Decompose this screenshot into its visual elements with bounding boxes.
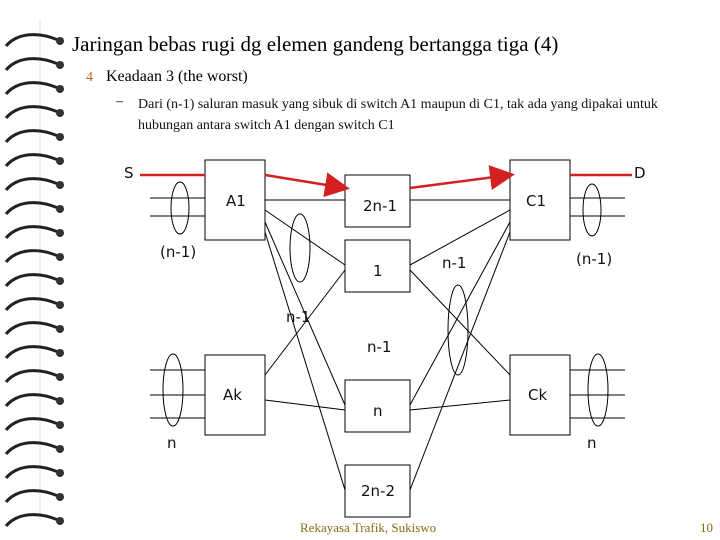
- subbullet-text: Dari (n-1) saluran masuk yang sibuk di switch A1 maupun di C1, tak ada yang dipakai untuk hubungan antara switch A1 dengan switch C1: [138, 97, 658, 133]
- n-1-center-label: n-1: [367, 338, 392, 356]
- c1-busy-group: [583, 184, 601, 236]
- subbullet-dash: –: [116, 94, 123, 109]
- bullet-icon: 4: [86, 70, 93, 85]
- red-path-c1: [410, 175, 510, 188]
- mid-1-label: 1: [373, 262, 383, 280]
- slide-title: Jaringan bebas rugi dg elemen gandeng bertangga tiga (4): [72, 32, 559, 56]
- red-path-a1: [265, 175, 345, 188]
- ck-n-label: n: [587, 434, 597, 452]
- ak-n-label: n: [167, 434, 177, 452]
- bullet-text: Keadaan 3 (the worst): [106, 68, 248, 85]
- switch-a1-label: A1: [226, 192, 246, 210]
- a1-busy-group: [171, 182, 189, 234]
- switch-ck-label: Ck: [528, 386, 548, 404]
- mid-bottom-label: 2n-2: [361, 482, 396, 500]
- dest-label: D: [634, 164, 646, 182]
- ck-outlet-group: [588, 354, 608, 426]
- ak-inlet-group: [163, 354, 183, 426]
- page-number: 10: [700, 520, 713, 535]
- mid-n-label: n: [373, 402, 383, 420]
- switch-ak-label: Ak: [223, 386, 242, 404]
- source-label: S: [124, 164, 134, 182]
- mid-top-label: 2n-1: [363, 197, 398, 215]
- a1-busy-label: (n-1): [160, 243, 197, 261]
- n-1-right-label: n-1: [442, 254, 467, 272]
- footer-text: Rekayasa Trafik, Sukiswo: [300, 520, 437, 535]
- c1-busy-label: (n-1): [576, 250, 613, 268]
- n-1-left-label: n-1: [286, 308, 311, 326]
- switch-c1-label: C1: [526, 192, 547, 210]
- a1-mid-group: [290, 214, 310, 282]
